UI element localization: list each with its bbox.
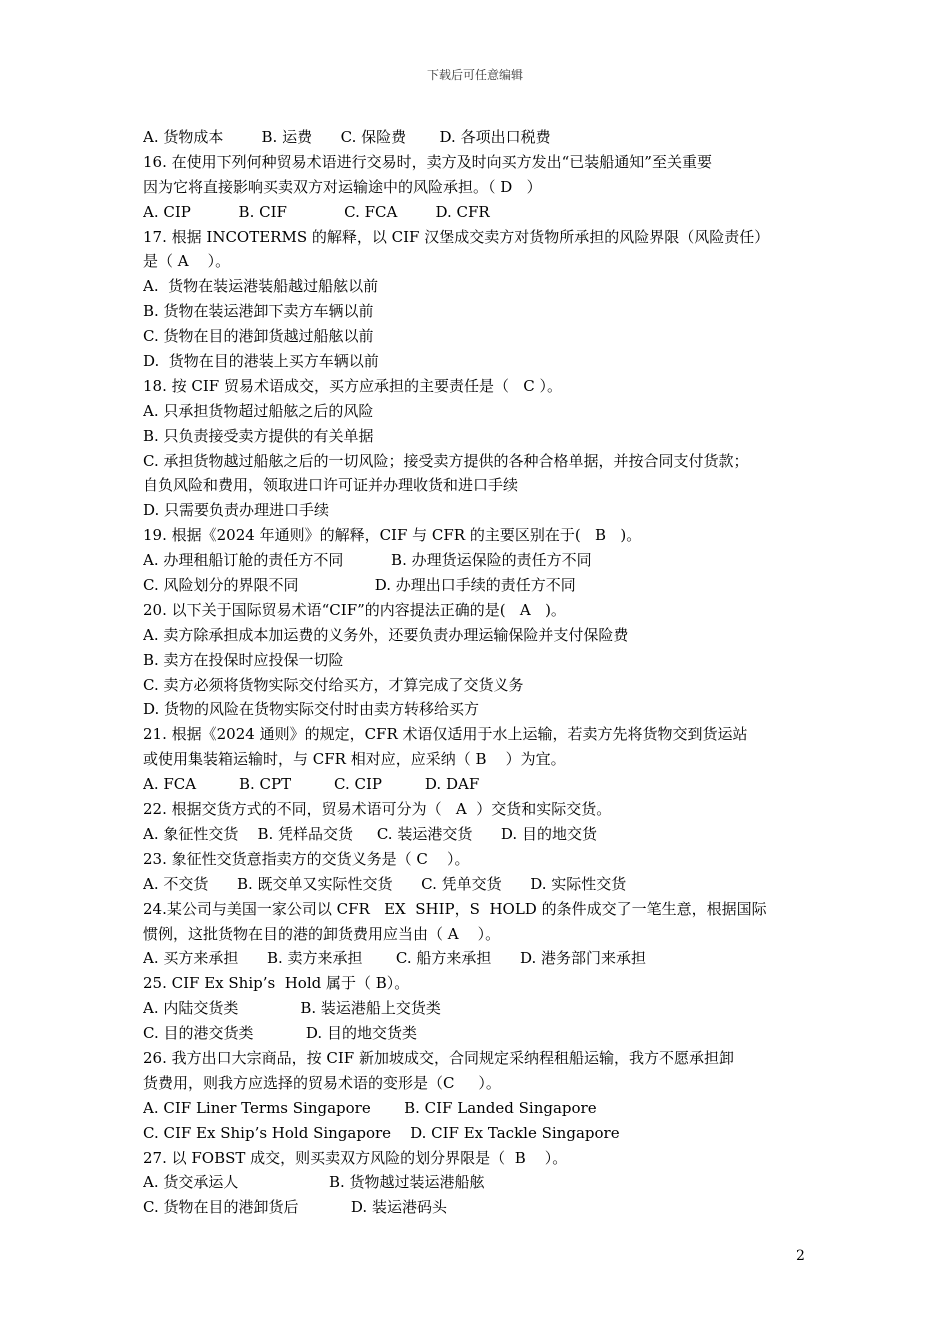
text-line: 因为它将直接影响买卖双方对运输途中的风险承担。（ D ） bbox=[143, 177, 542, 196]
text-line: B. 货物在装运港卸下卖方车辆以前 bbox=[143, 302, 374, 321]
text-line: 20. 以下关于国际贸易术语“CIF”的内容提法正确的是( A )。 bbox=[143, 600, 566, 619]
text-line: C. 风险划分的界限不同 D. 办理出口手续的责任方不同 bbox=[143, 576, 576, 595]
text-line: C. 卖方必须将货物实际交付给买方，才算完成了交货义务 bbox=[143, 675, 524, 694]
text-line: A. 不交货 B. 既交单又实际性交货 C. 凭单交货 D. 实际性交货 bbox=[143, 874, 627, 893]
text-line: A. FCA B. CPT C. CIP D. DAF bbox=[143, 775, 480, 794]
text-line: A. 货物成本 B. 运费 C. 保险费 D. 各项出口税费 bbox=[143, 128, 551, 146]
text-line: 16. 在使用下列何种贸易术语进行交易时，卖方及时向买方发出“已装船通知”至关重要 bbox=[143, 152, 712, 171]
text-line: B. 只负责接受卖方提供的有关单据 bbox=[143, 426, 374, 445]
text-line: D. 货物的风险在货物实际交付时由卖方转移给买方 bbox=[143, 700, 480, 719]
text-line: A. 卖方除承担成本加运费的义务外，还要负责办理运输保险并支付保险费 bbox=[143, 625, 629, 644]
page-header: 下载后可任意编辑 bbox=[426, 68, 523, 82]
text-line: A. 只承担货物超过船舷之后的风险 bbox=[143, 401, 374, 420]
text-line: 18. 按 CIF 贸易术语成交，买方应承担的主要责任是（ C ）。 bbox=[143, 376, 563, 395]
document-body bbox=[143, 125, 823, 1220]
text-line: 货费用，则我方应选择的贸易术语的变形是（C ）。 bbox=[143, 1073, 501, 1092]
text-line: D. 只需要负责办理进口手续 bbox=[143, 501, 330, 520]
text-line: 21. 根据《2024 通则》的规定，CFR 术语仅适用于水上运输，若卖方先将货物交到货运站 bbox=[143, 725, 748, 744]
text-line: C. 目的港交货类 D. 目的地交货类 bbox=[143, 1024, 417, 1043]
text-line: A. CIP B. CIF C. FCA D. CFR bbox=[143, 202, 490, 221]
text-line: 自负风险和费用，领取进口许可证并办理收货和进口手续 bbox=[143, 476, 519, 495]
text-line: 19. 根据《2024 年通则》的解释，CIF 与 CFR 的主要区别在于( B )。 bbox=[143, 526, 642, 545]
text-line: A. 象征性交货 B. 凭样品交货 C. 装运港交货 D. 目的地交货 bbox=[143, 824, 597, 843]
page-number: 2 bbox=[796, 1248, 805, 1264]
text-line: D. 货物在目的港装上买方车辆以前 bbox=[143, 352, 379, 371]
text-line: 惯例，这批货物在目的港的卸货费用应当由（ A ）。 bbox=[143, 924, 501, 943]
text-line: A. 货交承运人 B. 货物越过装运港船舷 bbox=[143, 1173, 485, 1192]
text-line: 26. 我方出口大宗商品，按 CIF 新加坡成交，合同规定采纳程租船运输，我方不愿承担卸 bbox=[143, 1048, 734, 1067]
text-line: C. 货物在目的港卸货后 D. 装运港码头 bbox=[143, 1198, 447, 1217]
text-line: 27. 以 FOBST 成交，则买卖双方风险的划分界限是（ B ）。 bbox=[143, 1148, 568, 1167]
text-line: C. CIF Ex Ship’s Hold Singapore D. CIF Ex Tackle Singapore bbox=[143, 1123, 620, 1142]
text-line: C. 货物在目的港卸货越过船舷以前 bbox=[143, 327, 374, 346]
text-line: A. 办理租船订舱的责任方不同 B. 办理货运保险的责任方不同 bbox=[143, 551, 592, 570]
text-line: A. 内陆交货类 B. 装运港船上交货类 bbox=[143, 999, 441, 1018]
text-line: 23. 象征性交货意指卖方的交货义务是（ C ）。 bbox=[143, 849, 470, 868]
text-line: 25. CIF Ex Ship’s Hold 属于（ B）。 bbox=[143, 974, 410, 993]
text-line: 17. 根据 INCOTERMS 的解释，以 CIF 汉堡成交卖方对货物所承担的风险界限（风险责任） bbox=[143, 227, 770, 246]
text-line: A. CIF Liner Terms Singapore B. CIF Landed Singapore bbox=[143, 1098, 597, 1117]
text-line: A. 买方来承担 B. 卖方来承担 C. 船方来承担 D. 港务部门来承担 bbox=[143, 949, 647, 968]
text-line: 是（ A ）。 bbox=[143, 252, 231, 271]
text-line: 22. 根据交货方式的不同，贸易术语可分为（ A ）交货和实际交货。 bbox=[143, 800, 612, 819]
text-line: C. 承担货物越过船舷之后的一切风险；接受卖方提供的各种合格单据，并按合同支付货款； bbox=[143, 451, 749, 470]
text-line: 或使用集装箱运输时，与 CFR 相对应，应采纳（ B ）为宜。 bbox=[143, 750, 566, 769]
text-line: 24.某公司与美国一家公司以 CFR EX SHIP，S HOLD 的条件成交了一笔生意，根据国际 bbox=[143, 899, 767, 918]
text-line: A. 货物在装运港装船越过船舷以前 bbox=[143, 277, 379, 296]
text-line: B. 卖方在投保时应投保一切险 bbox=[143, 650, 344, 669]
